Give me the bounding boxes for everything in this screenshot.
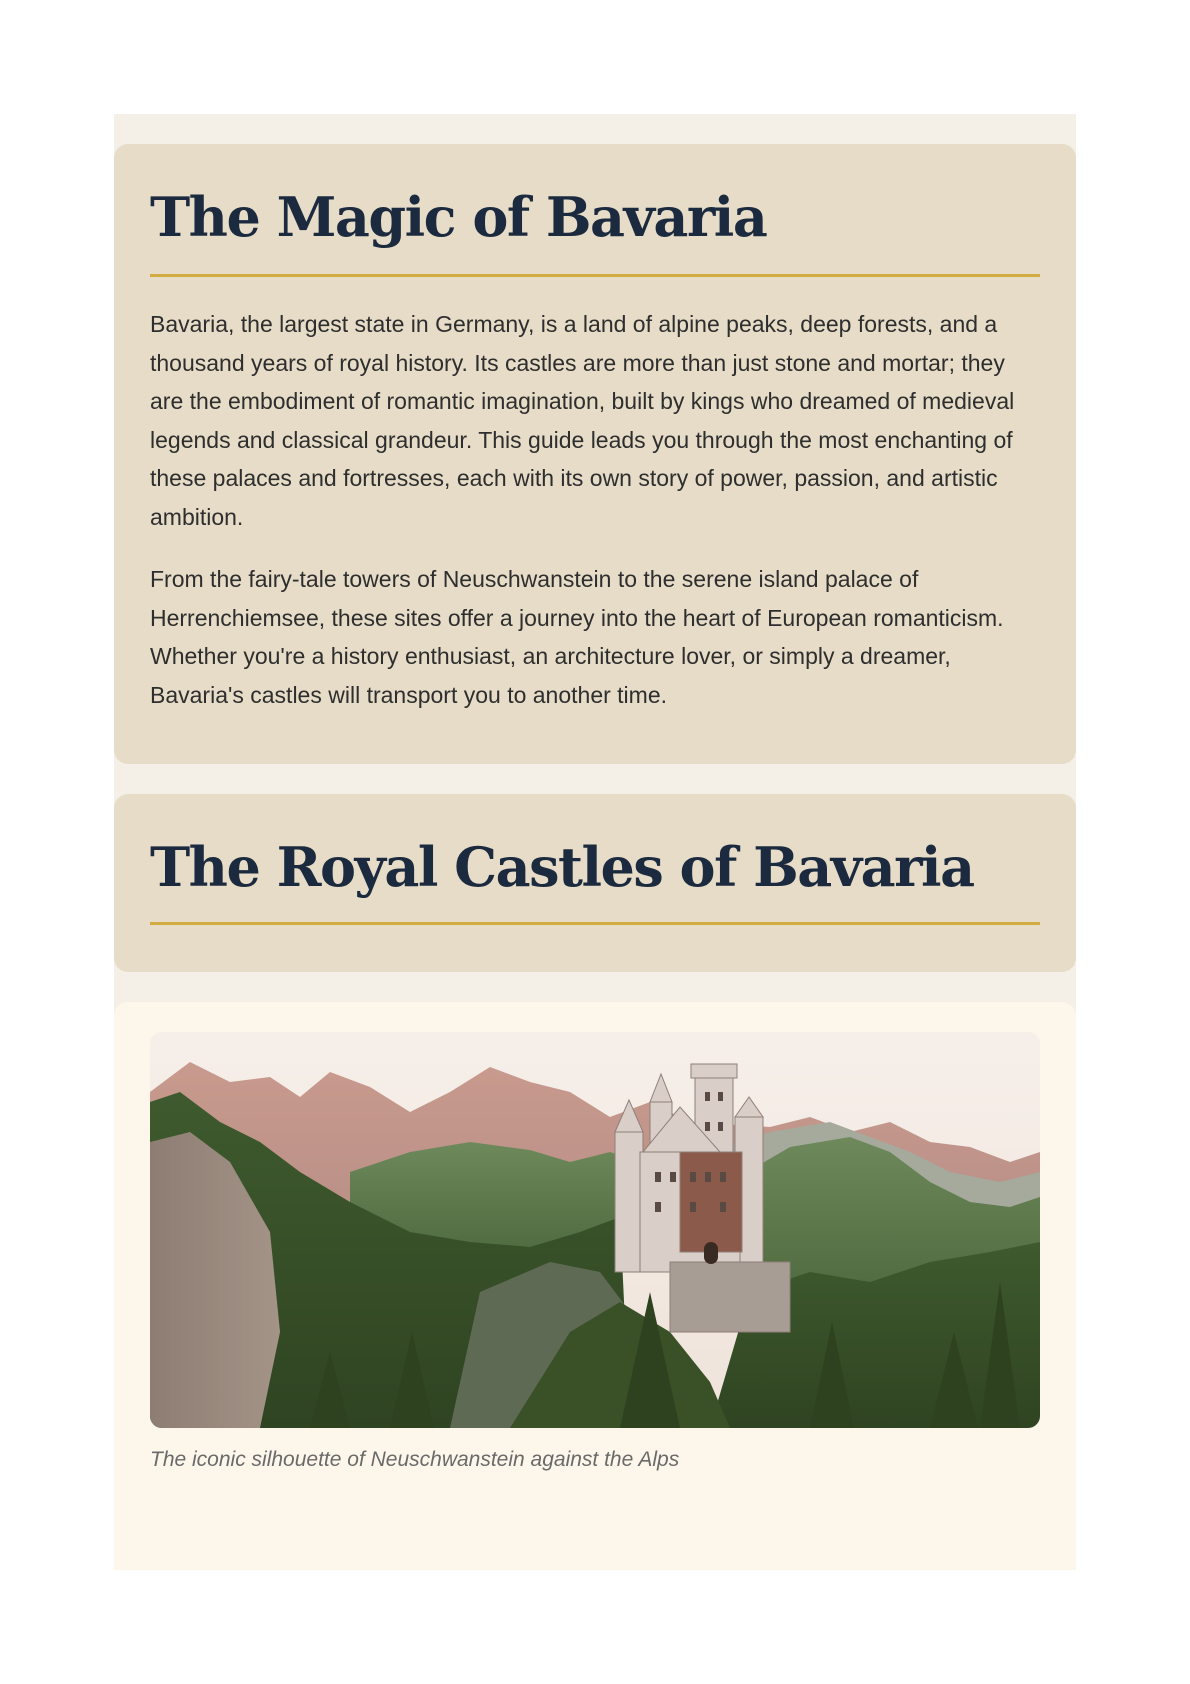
intro-title: The Magic of Bavaria	[150, 185, 767, 249]
royal-castles-title: The Royal Castles of Bavaria	[150, 835, 974, 899]
royal-castles-section	[114, 794, 1076, 972]
intro-paragraph: Bavaria, the largest state in Germany, is a land of alpine peaks, deep forests, and a thousand years of royal history. Its castles are more than just stone and mortar; they are the embodiment of romantic imagination, built by kings who dreamed of medieval legends and classical grandeur. This guide leads you through the most enchanting of these palaces and fortresses, each with its own story of power, passion, and artistic ambition.	[150, 311, 1015, 530]
page	[114, 114, 1076, 1570]
title-divider	[150, 274, 1040, 277]
figure-caption: The iconic silhouette of Neuschwanstein against the Alps	[150, 1448, 680, 1471]
intro-section	[114, 144, 1076, 764]
neuschwanstein-castle-photo	[150, 1032, 1040, 1428]
figure-section	[114, 1002, 1076, 1570]
title-divider	[150, 922, 1040, 925]
intro-paragraph: From the fairy-tale towers of Neuschwanstein to the serene island palace of Herrenchiemsee, these sites offer a journey into the heart of European romanticism. Whether you're a history enthusiast, an architecture lover, or simply a dreamer, Bavaria's castles will transport you to another time.	[150, 566, 1004, 708]
